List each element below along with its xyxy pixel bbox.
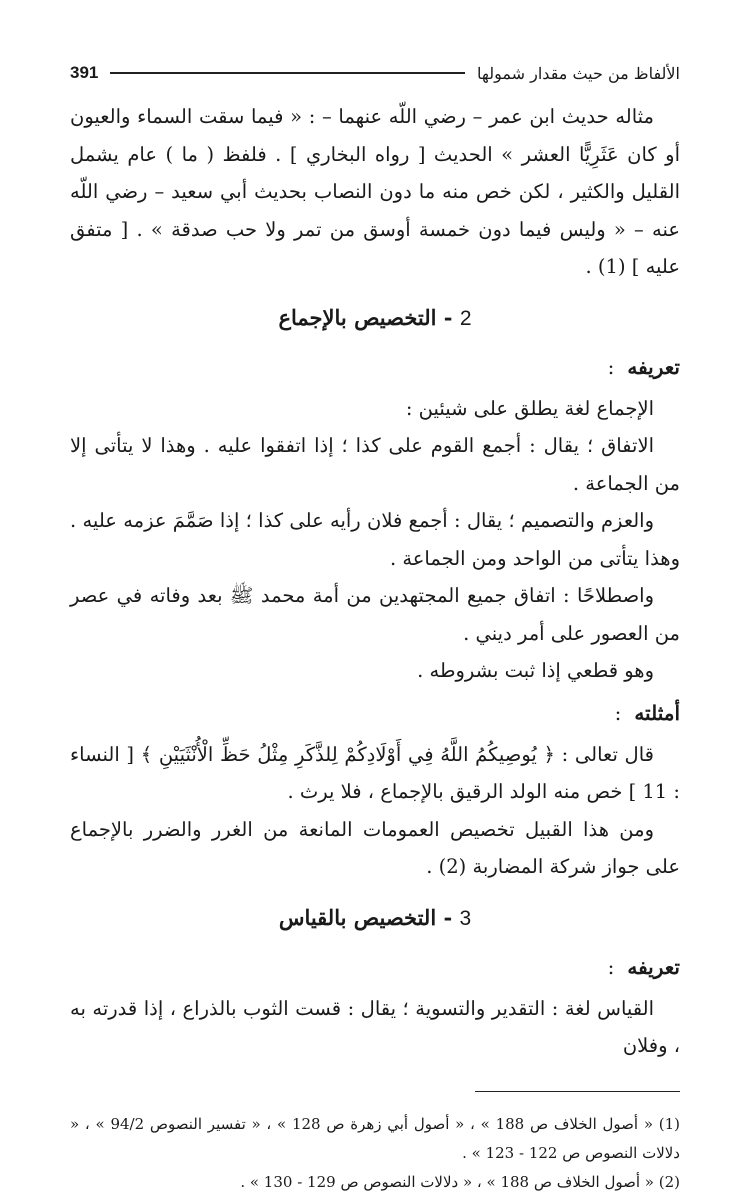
running-title: الألفاظ من حيث مقدار شمولها: [476, 63, 680, 83]
page-header: [70, 56, 680, 90]
section-title: - التخصيص بالقياس: [278, 904, 453, 930]
paragraph-ijma-second: والعزم والتصميم ؛ يقال : أجمع فلان رأيه على كذا ؛ إذا صَمَّمَ عزمه عليه . وهذا يتأتى من الواحد ومن الجماعة .: [70, 509, 680, 570]
section-heading-ijma: [70, 292, 680, 344]
paragraph-ijma-first: الاتفاق ؛ يقال : أجمع القوم على كذا ؛ إذا اتفقوا عليه . وهذا لا يتأتى إلا من الجماعة .: [70, 434, 680, 495]
label-definition: [70, 944, 680, 990]
section-title: - التخصيص بالإجماع: [278, 304, 453, 330]
section-heading-qiyas: [70, 892, 680, 944]
label-colon: :: [607, 354, 615, 379]
footnotes: [70, 1110, 680, 1197]
footnote-1: (1) « أصول الخلاف ص 188 » ، « أصول أبي زهرة ص 128 » ، « تفسير النصوص 94/2 » ، « دلالات النصوص ص 122 - 123 » .: [70, 1114, 680, 1162]
footnote-divider: [475, 1091, 680, 1092]
paragraph-ijma-certain: وهو قطعي إذا ثبت بشروطه .: [417, 659, 654, 682]
label-colon: :: [607, 954, 615, 979]
label-text: تعريفه: [627, 954, 680, 979]
header-rule: [110, 72, 465, 74]
label-examples: [70, 690, 680, 736]
paragraph-intro-example: مثاله حديث ابن عمر – رضي اللّه عنهما – : « فيما سقت السماء والعيون أو كان عَثَرِيًّا العشر » الحديث [ رواه البخاري ] . فلفظ ( ما ) عام يشمل القليل والكثير ، لكن خص منه ما دون النصاب بحديث أبي سعيد – رضي اللّه عنه – « وليس فيما دون خمسة أوسق من تمر ولا حب صدقة » . [ متفق عليه ] (1) .: [70, 105, 680, 278]
paragraph-example-2: ومن هذا القبيل تخصيص العمومات المانعة من الغرر والضرر بالإجماع على جواز شركة المضاربة (2) .: [70, 817, 680, 878]
paragraph-ijma-technical: واصطلاحًا : اتفاق جميع المجتهدين من أمة محمد ﷺ بعد وفاته في عصر من العصور على أمر ديني .: [70, 584, 680, 645]
label-text: أمثلته: [634, 700, 680, 725]
section-number: 2: [459, 306, 472, 330]
footnote-2: (2) « أصول الخلاف ص 188 » ، « دلالات النصوص ص 129 - 130 » .: [240, 1172, 680, 1191]
label-text: تعريفه: [627, 354, 680, 379]
section-number: 3: [459, 906, 472, 930]
label-definition: [70, 344, 680, 390]
page-number: 391: [70, 63, 99, 82]
paragraph-example-1: قال تعالى : ﴿ يُوصِيكُمُ اللَّهُ فِي أَوْلَادِكُمْ لِلذَّكَرِ مِثْلُ حَظِّ الْأُنْثَيَيْنِ ﴾ [ النساء : 11 ] خص منه الولد الرقيق بالإجماع ، فلا يرث .: [70, 742, 680, 803]
label-colon: :: [614, 700, 622, 725]
paragraph-ijma-intro: الإجماع لغة يطلق على شيئين :: [405, 396, 654, 420]
footnote-rule-wrap: [70, 1065, 680, 1110]
paragraph-qiyas-intro: القياس لغة : التقدير والتسوية ؛ يقال : قست الثوب بالذراع ، إذا قدرته به ، وفلان: [70, 996, 680, 1057]
